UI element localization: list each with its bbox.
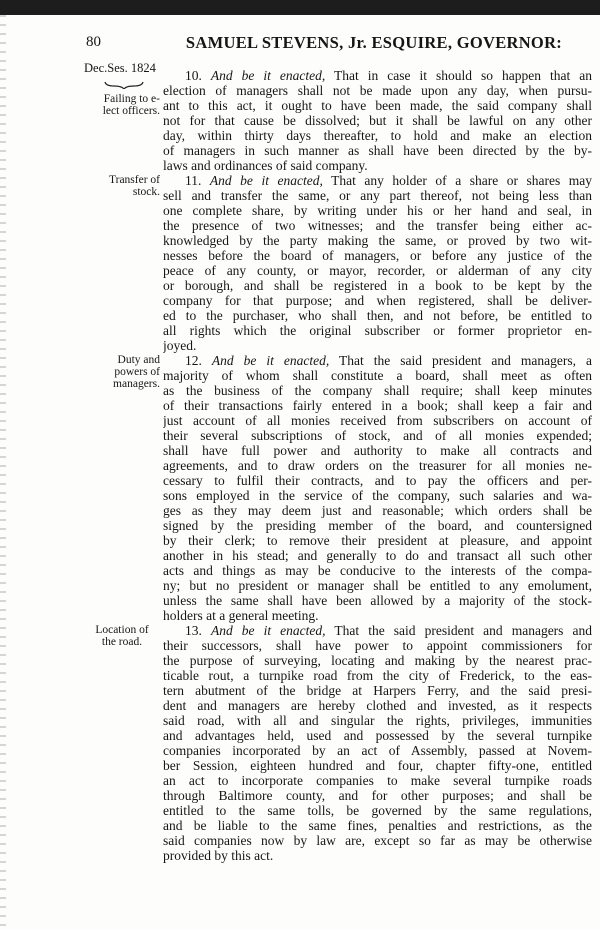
enacting-clause: And be it enacted, (211, 353, 330, 368)
text-line: just account of all monies received from subscribers on account of (163, 413, 592, 428)
text-line: by their clerk; to remove their president at pleasure, and appoint (163, 533, 592, 548)
margin-note: Failing to e- (103, 93, 160, 105)
text-line: knowledged by the party making the same, or proved by two wit- (163, 233, 592, 248)
text-line: tern abutment of the bridge at Harpers Ferry, and the said presi- (163, 683, 592, 698)
text-line: ges as they may deem just and reasonable; which orders shall be (163, 503, 592, 518)
text-line: ant to this act, it ought to have been made, the said company shall (163, 98, 592, 113)
enacting-clause: And be it enacted, (209, 173, 323, 188)
text-line: joyed. (163, 338, 197, 353)
text-line: acts and things as may be conducive to the interests of the compa- (163, 563, 592, 578)
text-span: That the said president and managers and (334, 623, 592, 638)
text-line: nesses before the board of managers, or before any justice of the (163, 248, 592, 263)
section-paragraph (163, 68, 592, 173)
text-line: companies incorporated by an act of Assembly, passed at Novem- (163, 743, 592, 758)
text-line: sell and transfer the same, or any part thereof, not being less than (163, 188, 592, 203)
text-line: agreements, and to draw orders on the treasurer for all monies ne- (163, 458, 592, 473)
text-line: not for that cause be dissolved; but it shall be lawful on any other (163, 113, 592, 128)
text-line: said road, with all and singular the rights, privileges, immunities (163, 713, 592, 728)
margin-note: Duty and (117, 354, 160, 366)
text-line: of managers in such manner as shall have been directed by the by- (163, 143, 592, 158)
margin-note: lect officers. (102, 105, 160, 117)
section-paragraph (163, 623, 592, 863)
brace-mark (104, 81, 144, 89)
session-note: Dec.Ses. 1824 (84, 61, 156, 75)
text-line: sons employed in the service of the company, such salaries and wa- (163, 488, 592, 503)
text-line: their several subscriptions of stock, and of all monies expended; (163, 428, 592, 443)
text-line (163, 623, 592, 638)
section-paragraph (163, 173, 592, 353)
text-line: the presence of two witnesses; and the transfer being either ac- (163, 218, 592, 233)
text-line: ticable rout, a turnpike road from the city of Frederick, to the eas- (163, 668, 592, 683)
text-line: majority of whom shall constitute a board, shall meet as often (163, 368, 592, 383)
text-line: company for that purpose; and when registered, shall be deliver- (163, 293, 592, 308)
text-line: of their transactions fairly entered in a book; shall keep a fair and (163, 398, 592, 413)
section-paragraph (163, 353, 592, 623)
section-number: 12. (185, 353, 202, 368)
margin-note: Location of (95, 624, 149, 636)
section-number: 13. (185, 623, 202, 638)
text-line: ed to the purchaser, who shall then, and not before, be entitled to (163, 308, 592, 323)
text-line: entitled to the same tolls, be governed by the same regulations, (163, 803, 592, 818)
text-line: unless the same shall have been allowed by a majority of the stock- (163, 593, 592, 608)
text-span: That in case it should so happen that an (334, 68, 592, 83)
text-line: dent and managers are hereby clothed and invested, as it respects (163, 698, 592, 713)
text-line: the purpose of surveying, locating and making by the nearest prac- (163, 653, 592, 668)
text-line: signed by the presiding member of the board, and countersigned (163, 518, 592, 533)
text-line: provided by this act. (163, 848, 274, 863)
text-line (163, 68, 592, 83)
text-line: peace of any county, or mayor, recorder, or alderman of any city (163, 263, 592, 278)
section-number: 10. (185, 68, 202, 83)
text-line: through Baltimore county, and for other purposes; and shall be (163, 788, 592, 803)
text-line: all rights which the original subscriber or former proprietor en- (163, 323, 592, 338)
text-line: and advantages held, used and possessed by the several turnpike (163, 728, 592, 743)
text-line: or borough, and shall be registered in a book to be kept by the (163, 278, 592, 293)
margin-note: managers. (113, 378, 160, 390)
enacting-clause: And be it enacted, (210, 623, 326, 638)
text-line: said companies now by law are, except so far as may be otherwise (163, 833, 592, 848)
text-line: an act to incorporate companies to make several turnpike roads (163, 773, 592, 788)
text-line: and be liable to the same fines, penalties and restrictions, as the (163, 818, 592, 833)
text-line: election of managers shall not be made upon any day, when pursu- (163, 83, 592, 98)
text-line: another in his stead; and generally to do and transact all such other (163, 548, 592, 563)
text-line: holders at a general meeting. (163, 608, 319, 623)
text-line: one complete share, by writing under his or her hand and seal, in (163, 203, 592, 218)
margin-note: Transfer of (109, 174, 160, 186)
text-line: their successors, shall have power to appoint commissioners for (163, 638, 592, 653)
margin-note: the road. (101, 636, 143, 648)
margin-note: stock. (132, 186, 160, 198)
margin-note: powers of (114, 366, 160, 378)
text-span: That the said president and managers, a (338, 353, 592, 368)
text-line: laws and ordinances of said company. (163, 158, 368, 173)
page-number: 80 (86, 34, 101, 50)
section-number: 11. (185, 173, 202, 188)
scan-left-edge (0, 15, 6, 929)
text-line (163, 353, 592, 368)
text-line: shall have full power and authority to make all contracts and (163, 443, 592, 458)
text-line: as the business of the company shall require; shall keep minutes (163, 383, 592, 398)
scan-top-border (0, 0, 600, 15)
text-line: ber Session, eighteen hundred and four, chapter fifty-one, entitled (163, 758, 592, 773)
text-line: ny; but no president or manager shall be entitled to any emolument, (163, 578, 592, 593)
text-line: cessary to fulfil their contracts, and to pay the officers and per- (163, 473, 592, 488)
text-line (163, 173, 592, 188)
text-span: That any holder of a share or shares may (331, 173, 592, 188)
text-line: day, within thirty days thereafter, to hold and make an election (163, 128, 592, 143)
running-title: SAMUEL STEVENS, Jr. ESQUIRE, GOVERNOR: (185, 33, 563, 52)
enacting-clause: And be it enacted, (210, 68, 326, 83)
